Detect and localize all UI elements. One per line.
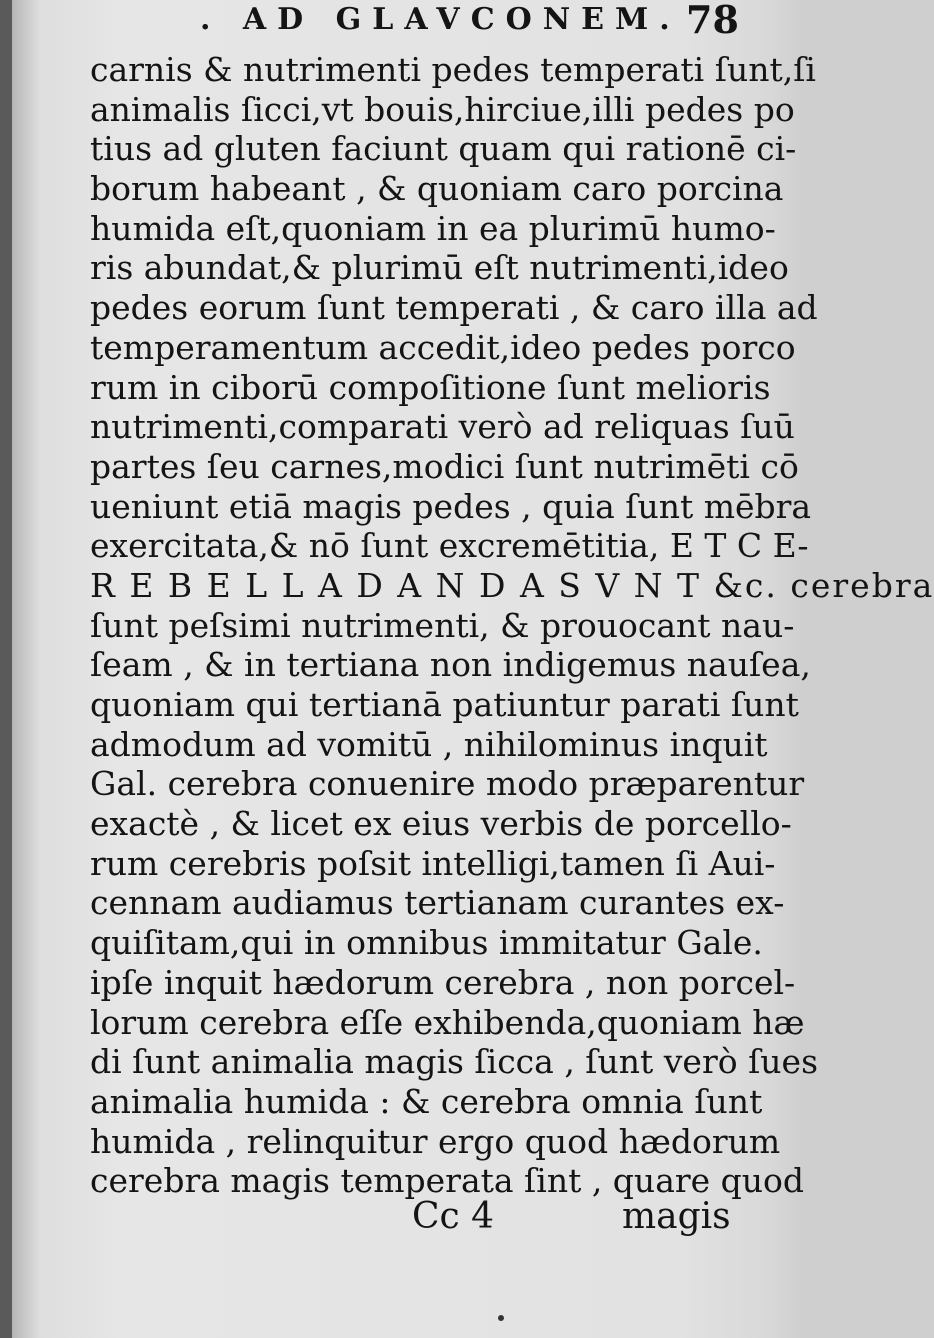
text-line: borum habeant , & quoniam caro porcina — [90, 169, 784, 209]
text-line: temperamentum accedit,ideo pedes porco — [90, 327, 796, 367]
text-line: lorum cerebra eſſe exhibenda,quoniam hæ — [90, 1002, 805, 1042]
text-line: quiſitam,qui in omnibus immitatur Gale. — [90, 923, 763, 963]
text-line: ſunt peſsimi nutrimenti, & prouocant nau- — [90, 605, 795, 645]
text-line: rum in ciborū compoſitione ſunt melioris — [90, 367, 771, 407]
text-line: ris abundat,& plurimū eſt nutrimenti,ideo — [90, 248, 789, 288]
text-line: animalis ſicci,vt bouis,hirciue,illi pedes po — [90, 89, 795, 129]
text-line: di ſunt animalia magis ſicca , ſunt verò ſues — [90, 1042, 819, 1082]
catchword: magis — [622, 1196, 731, 1237]
text-line: exactè , & licet ex eius verbis de porcello- — [90, 804, 792, 844]
text-line: cennam audiamus tertianam curantes ex- — [90, 883, 785, 923]
text-line: quoniam qui tertianā patiuntur parati ſunt — [90, 685, 799, 724]
text-line: tius ad gluten faciunt quam qui rationē ci- — [90, 129, 797, 169]
text-line: pedes eorum ſunt temperati , & caro illa ad — [90, 288, 818, 328]
ink-speck — [498, 1315, 504, 1321]
text-line: humida , relinquitur ergo quod hædorum — [90, 1121, 781, 1161]
text-line: animalia humida : & cerebra omnia ſunt — [90, 1081, 763, 1121]
running-title: . AD GLAVCONEM. — [200, 2, 681, 37]
binding-shadow — [0, 0, 12, 1338]
text-line: cerebra magis temperata ſint , quare quod — [90, 1161, 805, 1201]
text-block — [90, 50, 934, 1201]
text-line: ſeam , & in tertiana non indigemus nauſea, — [90, 645, 811, 685]
text-line: humida eſt,quoniam in ea plurimū humo- — [90, 208, 776, 248]
text-line: admodum ad vomitū , nihilominus inquit — [90, 724, 768, 764]
text-line: rum cerebris poſsit intelligi,tamen ſi Aui- — [90, 843, 776, 883]
text-line: ueniunt etiā magis pedes , quia ſunt mēbra — [90, 486, 812, 526]
text-line: R E B E L L A D A N D A S V N T &c. cerebra — [90, 565, 934, 605]
text-line: partes ſeu carnes,modici ſunt nutrimēti cō — [90, 446, 799, 486]
signature-mark: Cc 4 — [412, 1196, 495, 1237]
text-line: Gal. cerebra conuenire modo præparentur — [90, 764, 805, 804]
text-line: ipſe inquit hædorum cerebra , non porcel- — [90, 962, 796, 1002]
page-footer — [90, 1195, 790, 1239]
text-line: carnis & nutrimenti pedes temperati ſunt,ſi — [90, 50, 816, 89]
text-line: nutrimenti,comparati verò ad reliquas ſuū — [90, 407, 795, 447]
page-number: 78 — [686, 0, 739, 42]
text-line: exercitata,& nō ſunt excremētitia, E T C E- — [90, 526, 809, 566]
